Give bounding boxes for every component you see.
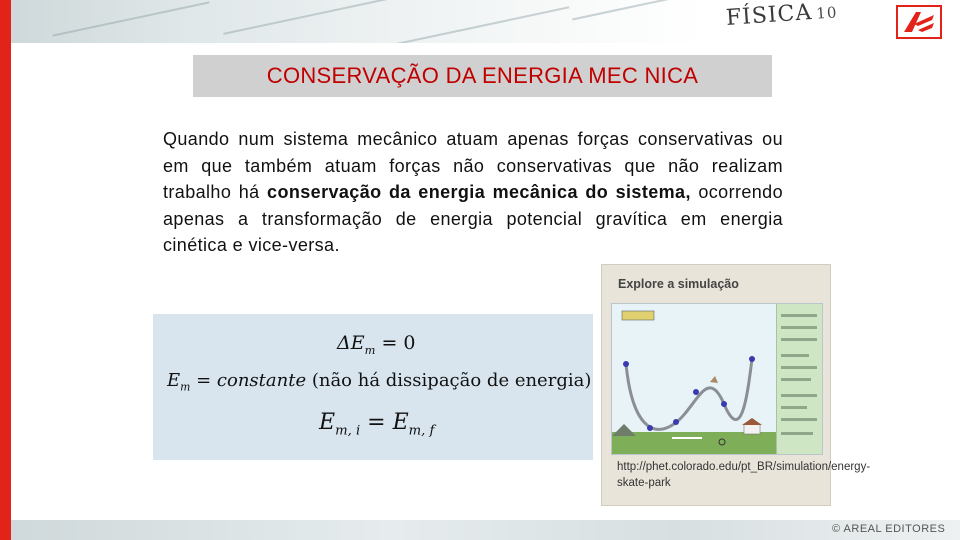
slide-title: CONSERVAÇÃO DA ENERGIA MEC NICA [266, 63, 699, 88]
subject-name: FÍSICA [725, 0, 814, 31]
eq3-a-sub: m, i [335, 423, 361, 439]
formula-box [153, 314, 593, 460]
simulation-controls-panel [776, 304, 822, 454]
formula-delta-energy [337, 332, 416, 357]
eq3-equals: = [360, 410, 393, 435]
eq2-mid: = constante [190, 370, 307, 391]
eq2-sub: m [180, 380, 191, 394]
paragraph-bold-text: conservação da energia mecânica do sistema, [267, 182, 691, 202]
eq3-b: E [392, 410, 409, 435]
copyright-text: © AREAL EDITORES [832, 523, 946, 535]
eq3-a: E [319, 410, 336, 435]
explanation-paragraph [163, 126, 783, 259]
formula-constant-energy [167, 370, 591, 394]
simulation-screenshot [611, 303, 823, 455]
slide-title-box [193, 55, 772, 97]
paragraph-text-start: Quando num sistema mecânico atuam apenas forças conservativas ou em que também atuam forças não conservativas que não realizam trabalho há [163, 129, 783, 202]
paragraph-text-end: ocorrendo apenas a transformação de energia potencial gravítica em energia cinética e vice-versa. [163, 182, 783, 255]
left-red-border [0, 0, 11, 540]
formula-energy-equality [319, 410, 434, 438]
grade-number: 10 [815, 3, 838, 23]
simulation-panel[interactable] [601, 264, 871, 506]
simulation-heading: Explore a simulação [618, 277, 739, 291]
eq1-rhs: = 0 [375, 332, 416, 354]
simulation-link[interactable]: http://phet.colorado.edu/pt_BR/simulation/energy-skate-park [617, 461, 871, 489]
areal-logo-icon [896, 5, 942, 39]
footer-bar [11, 520, 960, 540]
eq1-lhs: ΔE [337, 332, 365, 354]
eq2-note: (não há dissipação de energia) [306, 370, 592, 391]
eq2-lhs: E [167, 370, 181, 391]
eq1-sub: m [364, 342, 376, 357]
eq3-b-sub: m, f [408, 423, 435, 439]
